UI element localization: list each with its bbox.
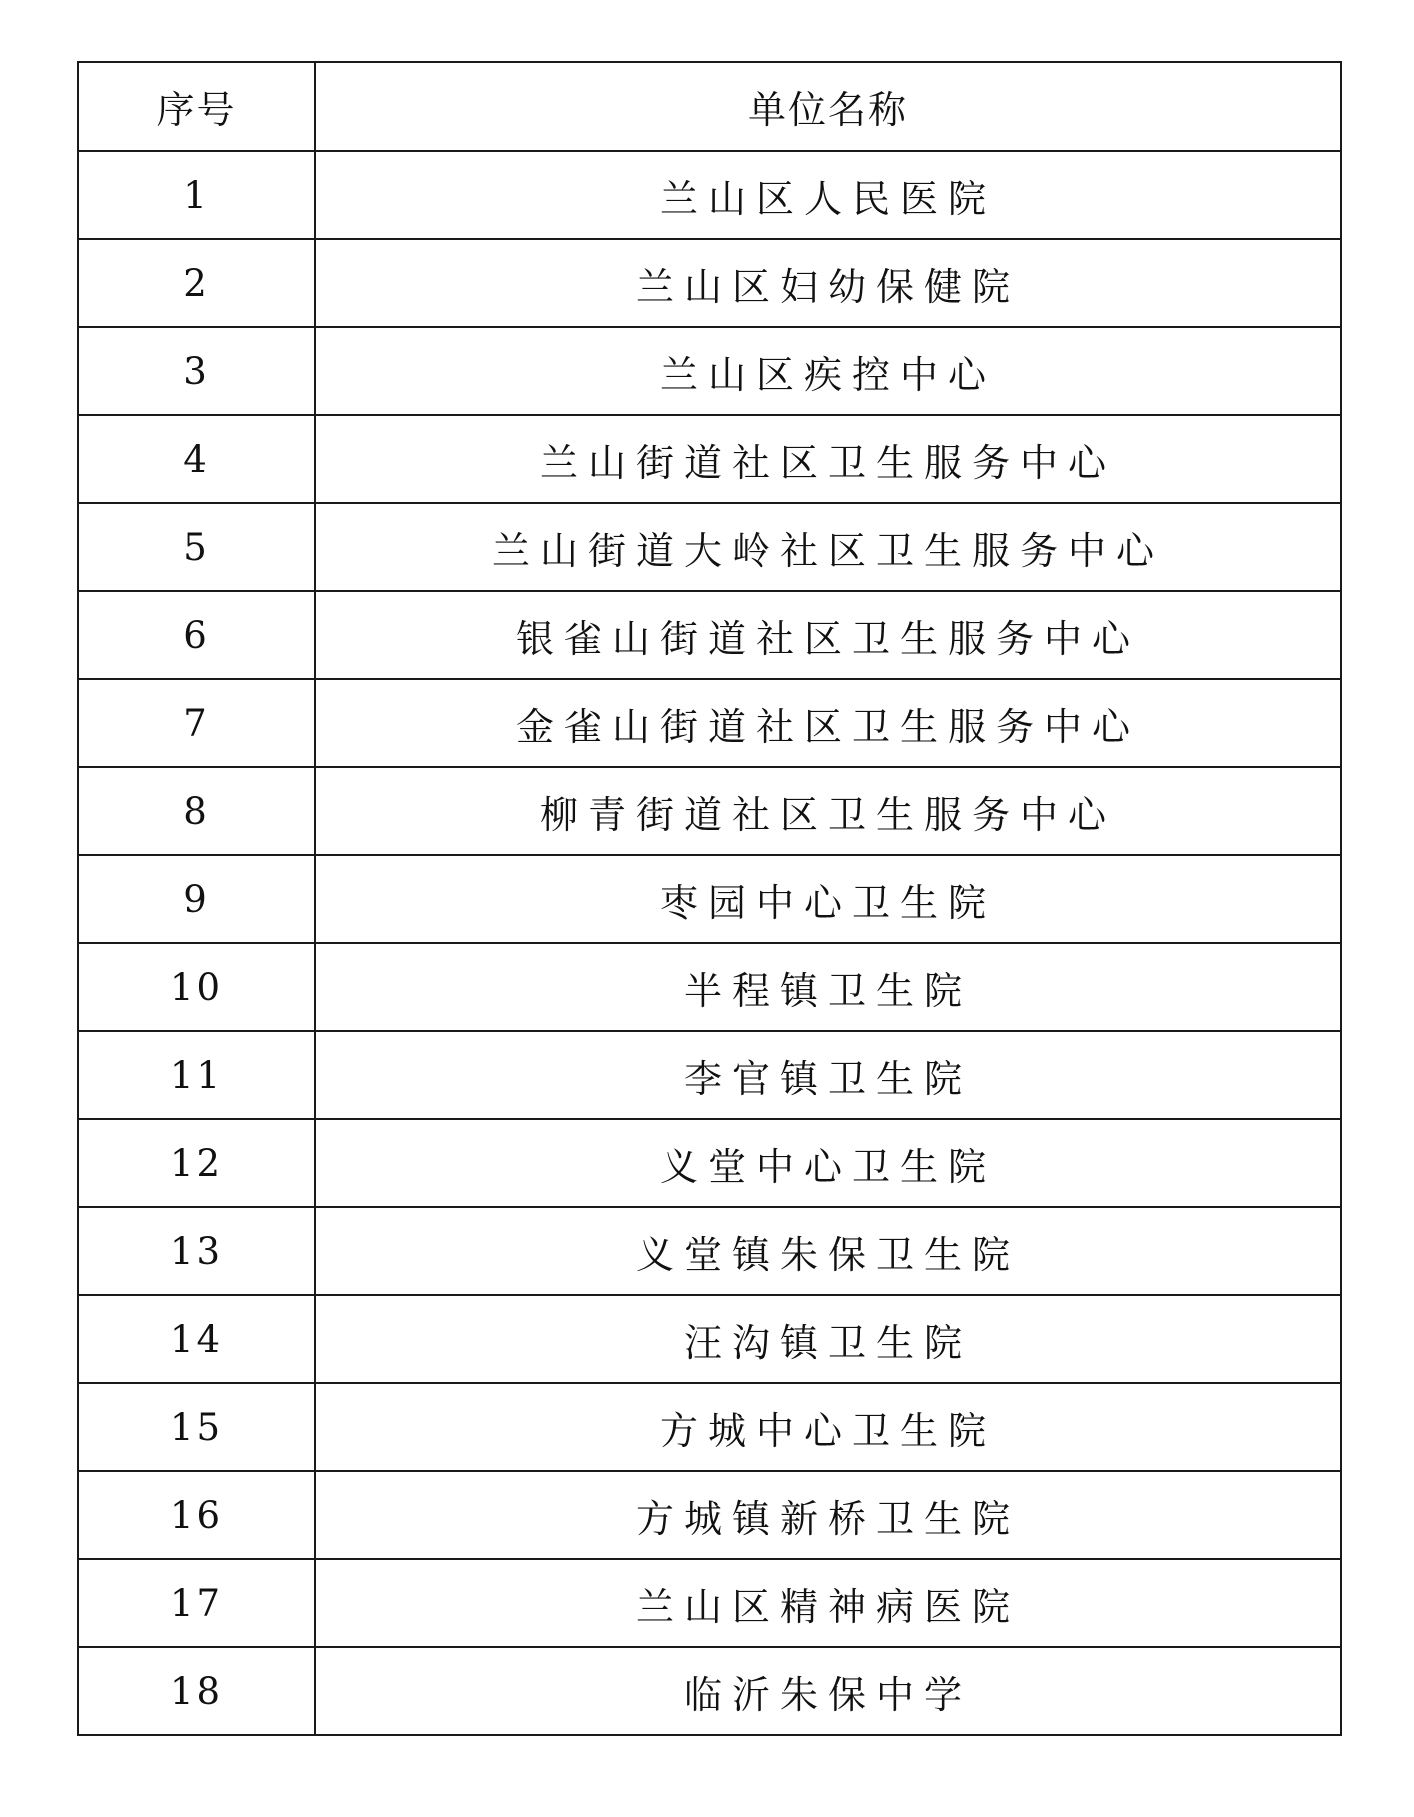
table-row (78, 503, 1341, 591)
table-row (78, 1471, 1341, 1559)
table-row (78, 591, 1341, 679)
row-seq: 9 (78, 855, 315, 943)
row-seq: 18 (78, 1647, 315, 1735)
header-row (78, 62, 1341, 151)
row-seq: 1 (78, 151, 315, 239)
row-seq: 14 (78, 1295, 315, 1383)
row-seq: 4 (78, 415, 315, 503)
row-unit-name: 兰山街道社区卫生服务中心 (315, 415, 1341, 503)
row-seq: 2 (78, 239, 315, 327)
row-seq: 15 (78, 1383, 315, 1471)
row-unit-name: 义堂镇朱保卫生院 (315, 1207, 1341, 1295)
table-row (78, 1031, 1341, 1119)
table-row (78, 767, 1341, 855)
row-unit-name: 方城镇新桥卫生院 (315, 1471, 1341, 1559)
table-row (78, 415, 1341, 503)
row-seq: 11 (78, 1031, 315, 1119)
row-unit-name: 李官镇卫生院 (315, 1031, 1341, 1119)
table-row (78, 239, 1341, 327)
table-row (78, 1207, 1341, 1295)
table-row (78, 1119, 1341, 1207)
row-unit-name: 半程镇卫生院 (315, 943, 1341, 1031)
header-seq: 序号 (78, 62, 315, 151)
table-row (78, 327, 1341, 415)
row-unit-name: 临沂朱保中学 (315, 1647, 1341, 1735)
row-seq: 7 (78, 679, 315, 767)
row-unit-name: 兰山区人民医院 (315, 151, 1341, 239)
row-unit-name: 枣园中心卫生院 (315, 855, 1341, 943)
row-seq: 8 (78, 767, 315, 855)
row-seq: 5 (78, 503, 315, 591)
row-unit-name: 兰山街道大岭社区卫生服务中心 (315, 503, 1341, 591)
row-seq: 13 (78, 1207, 315, 1295)
row-unit-name: 汪沟镇卫生院 (315, 1295, 1341, 1383)
row-unit-name: 银雀山街道社区卫生服务中心 (315, 591, 1341, 679)
header-unit-name: 单位名称 (315, 62, 1341, 151)
table-row (78, 1559, 1341, 1647)
row-seq: 17 (78, 1559, 315, 1647)
table-header (78, 62, 1341, 151)
row-unit-name: 兰山区妇幼保健院 (315, 239, 1341, 327)
row-seq: 16 (78, 1471, 315, 1559)
table-row (78, 1647, 1341, 1735)
table-row (78, 679, 1341, 767)
row-seq: 3 (78, 327, 315, 415)
row-unit-name: 方城中心卫生院 (315, 1383, 1341, 1471)
table-row (78, 943, 1341, 1031)
unit-list-table (77, 61, 1342, 1736)
row-seq: 10 (78, 943, 315, 1031)
row-unit-name: 兰山区疾控中心 (315, 327, 1341, 415)
row-unit-name: 柳青街道社区卫生服务中心 (315, 767, 1341, 855)
table-row (78, 1383, 1341, 1471)
row-unit-name: 义堂中心卫生院 (315, 1119, 1341, 1207)
row-seq: 6 (78, 591, 315, 679)
table-row (78, 855, 1341, 943)
row-seq: 12 (78, 1119, 315, 1207)
row-unit-name: 兰山区精神病医院 (315, 1559, 1341, 1647)
table-row (78, 151, 1341, 239)
row-unit-name: 金雀山街道社区卫生服务中心 (315, 679, 1341, 767)
table-row (78, 1295, 1341, 1383)
table-body (78, 151, 1341, 1735)
